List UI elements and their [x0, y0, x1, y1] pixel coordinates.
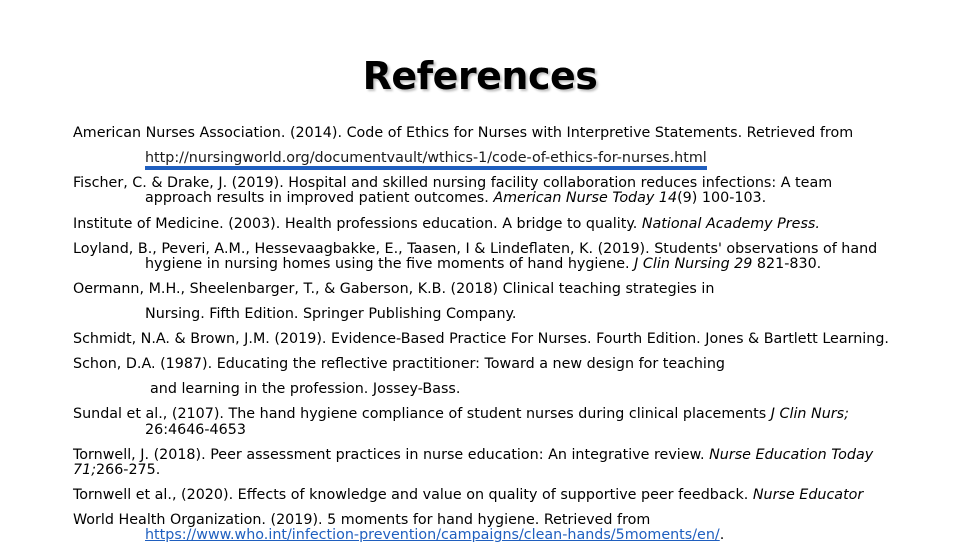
ref-who-link-line — [145, 526, 724, 544]
ref-journal: Nurse Education Today — [709, 447, 874, 463]
ref-tornwell-2020 — [73, 486, 863, 504]
ref-text: hygiene in nursing homes using the five moments of hand hygiene. — [145, 256, 635, 272]
ref-text: Nursing. Fifth Edition. Springer Publishing Company. — [145, 306, 517, 322]
ref-ana — [73, 124, 853, 142]
ref-schmidt — [73, 330, 889, 348]
ref-journal: 71; — [73, 462, 97, 478]
ref-text: World Health Organization. (2019). 5 moments for hand hygiene. Retrieved from — [73, 512, 651, 528]
page-title: References — [362, 54, 598, 98]
ref-text: Tornwell et al., (2020). Effects of knowledge and value on quality of supportive peer feedback. — [73, 487, 753, 503]
ref-text: (9) 100-103. — [677, 190, 767, 206]
ref-text: . — [719, 527, 725, 543]
who-hand-hygiene-link[interactable]: https://www.who.int/infection-prevention/campaigns/clean-hands/5moments/en/ — [145, 527, 720, 543]
ref-text: Tornwell, J. (2018). Peer assessment practices in nurse education: An integrative review. — [73, 447, 710, 463]
ref-text: Institute of Medicine. (2003). Health professions education. A bridge to quality. — [73, 216, 642, 232]
ref-journal: Nurse Educator — [752, 487, 864, 503]
ref-text: Fischer, C. & Drake, J. (2019). Hospital and skilled nursing facility collaboration reduces infections: A team — [73, 175, 833, 191]
ref-text: approach results in improved patient outcomes. — [145, 190, 494, 206]
ref-text: Schmidt, N.A. & Brown, J.M. (2019). Evidence-Based Practice For Nurses. Fourth Edition. Jones & Bartlett Learning. — [73, 331, 889, 347]
ref-schon — [73, 355, 725, 373]
ref-journal: J Clin Nurs; — [770, 406, 849, 422]
ref-sundal-cont — [145, 421, 246, 439]
ref-ana-link-line — [145, 149, 707, 167]
ref-tornwell-2018-cont — [73, 461, 160, 479]
ref-tornwell-2018 — [73, 446, 873, 464]
ref-loyland-cont — [145, 255, 821, 273]
ref-text: 266-275. — [96, 462, 161, 478]
ref-journal: American Nurse Today 14 — [493, 190, 678, 206]
ref-journal: National Academy Press. — [641, 216, 820, 232]
ref-iom — [73, 215, 820, 233]
ana-code-of-ethics-link[interactable]: http://nursingworld.org/documentvault/wthics-1/code-of-ethics-for-nurses.html — [145, 150, 707, 170]
ref-text: Sundal et al., (2107). The hand hygiene compliance of student nurses during clinical placements — [73, 406, 771, 422]
ref-text: American Nurses Association. (2014). Code of Ethics for Nurses with Interpretive Statements. Retrieved from — [73, 125, 854, 141]
ref-text: 821-830. — [752, 256, 822, 272]
ref-oermann-cont — [145, 305, 516, 323]
ref-fischer-cont — [145, 189, 766, 207]
ref-text: and learning in the profession. Jossey-Bass. — [150, 381, 461, 397]
ref-oermann — [73, 280, 714, 298]
ref-schon-cont — [150, 380, 460, 398]
ref-journal: J Clin Nursing 29 — [634, 256, 753, 272]
ref-text: Oermann, M.H., Sheelenbarger, T., & Gaberson, K.B. (2018) Clinical teaching strategies in — [73, 281, 715, 297]
ref-text: 26:4646-4653 — [145, 422, 246, 438]
ref-text: Schon, D.A. (1987). Educating the reflective practitioner: Toward a new design for teaching — [73, 356, 725, 372]
ref-text: Loyland, B., Peveri, A.M., Hessevaagbakke, E., Taasen, I & Lindeflaten, K. (2019). Students' observations of hand — [73, 241, 878, 257]
